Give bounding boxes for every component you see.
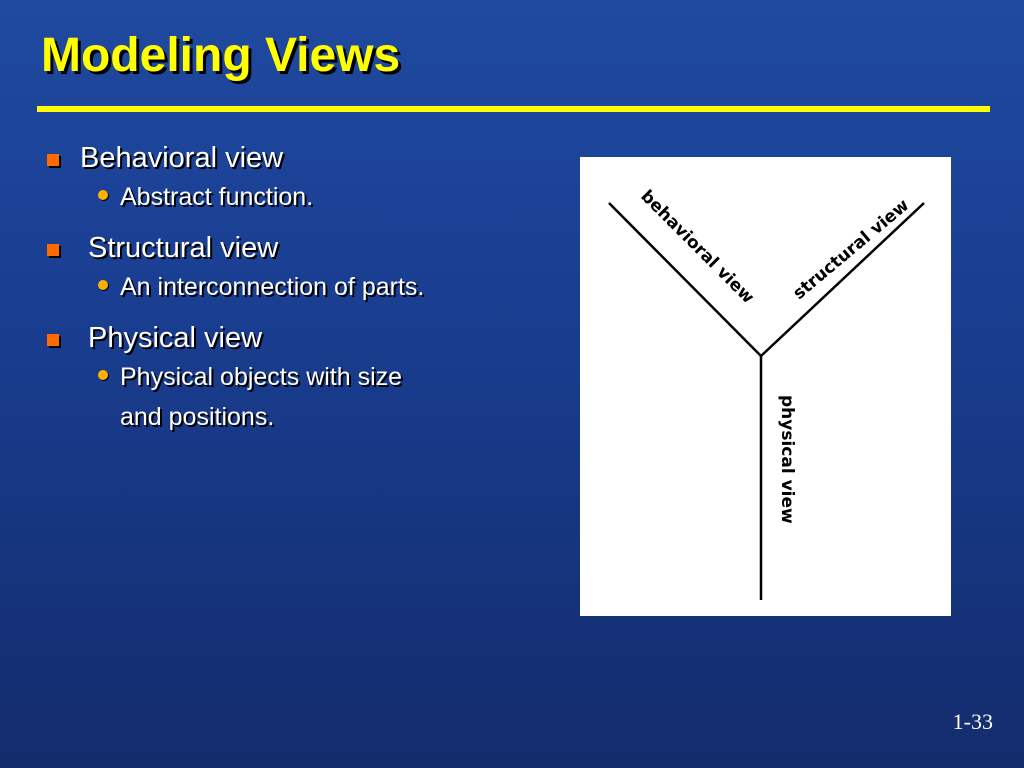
- sub-bullet-behavioral-text: Abstract function.: [120, 183, 314, 211]
- sub-bullet-physical-continued: [42, 398, 562, 436]
- y-chart-diagram: [580, 157, 951, 616]
- round-bullet-icon: [98, 370, 108, 380]
- sub-bullet-behavioral: [42, 176, 562, 218]
- round-bullet-icon: [98, 280, 108, 290]
- sub-bullet-physical-text-2: and positions.: [120, 403, 275, 431]
- sub-bullet-structural: [42, 266, 562, 308]
- square-bullet-icon: [47, 334, 59, 346]
- structural-view-label: structural view: [789, 195, 914, 304]
- bullet-behavioral-label: Behavioral view: [80, 142, 284, 174]
- title-underline: [37, 106, 990, 112]
- bullet-behavioral: [42, 140, 562, 176]
- page-number: 1-33: [952, 709, 993, 734]
- sub-bullet-physical: [42, 356, 562, 398]
- bullet-physical-label: Physical view: [88, 322, 263, 354]
- behavioral-view-label: behavioral view: [636, 186, 758, 308]
- square-bullet-icon: [47, 244, 59, 256]
- y-chart-svg: [580, 157, 951, 616]
- bullet-structural-label: Structural view: [88, 232, 279, 264]
- structural-axis-line: [761, 203, 924, 356]
- sub-bullet-structural-text: An interconnection of parts.: [120, 273, 425, 301]
- bullet-structural: [42, 230, 562, 266]
- sub-bullet-physical-text: Physical objects with size: [120, 363, 403, 391]
- slide-title: Modeling Views: [41, 29, 401, 82]
- physical-view-label: physical view: [777, 395, 797, 524]
- bullet-list: [42, 140, 562, 436]
- bullet-physical: [42, 320, 562, 356]
- square-bullet-icon: [47, 154, 59, 166]
- round-bullet-icon: [98, 190, 108, 200]
